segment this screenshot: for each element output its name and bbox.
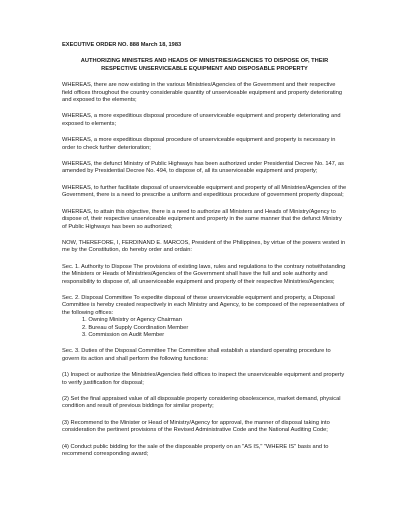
duty-paragraph: (2) Set the final appraised value of all disposable property considering obsolescence, market demand, physical condition and result of previous biddings for similar property; (62, 396, 341, 410)
whereas-paragraph: WHEREAS, a more expeditious disposal procedure of unserviceable equipment and property deteriorating and exposed to elements; (62, 113, 341, 127)
order-title: AUTHORIZING MINISTERS AND HEADS OF MINISTRIES/AGENCIES TO DISPOSE OF, THEIR RESPECTIVE UNSERVICEABLE EQUIPMENT AND DISPOSABLE PROPERTY (80, 58, 329, 72)
section-1-paragraph: Sec. 1. Authority to Dispose The provisions of existing laws, rules and regulations to the contrary notwithstanding the Ministers or Heads of Ministries/Agencies of the Government shall have the full and sole authority and responsibility to dispose of, all unserviceable equipment and property of their respective Ministries/Agencies; (62, 263, 346, 285)
section-2-paragraph: Sec. 2. Disposal Committee To expedite disposal of these unserviceable equipment and property, a Disposal Committee is hereby created respectively in each Ministry and Agency, to be composed of the representatives of the following offices: (62, 294, 345, 316)
order-heading: EXECUTIVE ORDER NO. 888 March 18, 1983 (62, 42, 182, 48)
duty-paragraph: (3) Recommend to the Minister or Head of Ministry/Agency for approval, the manner of disposal taking into consideration the pertinent provisions of the Revised Administrative Code and the National Auditing Code; (62, 419, 330, 434)
list-item: 1. Owning Ministry or Agency Chairman (82, 317, 182, 324)
list-item: 2. Bureau of Supply Coordination Member (82, 324, 189, 331)
committee-member-list (62, 317, 347, 339)
duty-paragraph: (4) Conduct public bidding for the sale of the disposable property on an "AS IS," "WHERE IS" basis and to recommend corresponding award; (62, 443, 329, 458)
whereas-paragraph: WHEREAS, to further facilitate disposal of unserviceable equipment and property of all Ministries/Agencies of the Government, there is a need to prescribe a uniform and expeditious procedure of government property disposal; (62, 184, 347, 199)
whereas-paragraph: WHEREAS, a more expeditious disposal procedure of unserviceable equipment and property is necessary in order to check further deterioration; (62, 137, 336, 151)
document-page (62, 42, 347, 467)
list-item: 3. Commission on Audit Member (82, 331, 165, 338)
section-3-paragraph: Sec. 3. Duties of the Disposal Committee The Committee shall establish a standard operating procedure to govern its action and shall perform the following functions: (62, 348, 331, 362)
whereas-paragraph: WHEREAS, there are now existing in the various Ministries/Agencies of the Government and their respective field offices throughout the country considerable quantity of unserviceable equipment and property deteriorating and exposed to the elements; (62, 82, 343, 104)
duty-paragraph: (1) Inspect or authorize the Ministries/Agencies field offices to inspect the unserviceable equipment and property to verify justification for disposal; (62, 372, 345, 386)
whereas-paragraph: WHEREAS, the defunct Ministry of Public Highways has been authorized under Presidential Decree No. 147, as amended by Presidential Decree No. 494, to dispose of, all its unserviceable equipment and property; (62, 161, 344, 175)
whereas-paragraph: WHEREAS, to attain this objective, there is a need to authorize all Ministers and Heads of Ministry/Agency to dispose of, their respective unserviceable equipment and property in the same manner that the defunct Ministry of Public Highways has been so authorized; (62, 208, 342, 230)
now-therefore-paragraph: NOW, THEREFORE, I, FERDINAND E. MARCOS, President of the Philippines, by virtue of the powers vested in me by the Constitution, do hereby order and ordain: (62, 239, 346, 254)
